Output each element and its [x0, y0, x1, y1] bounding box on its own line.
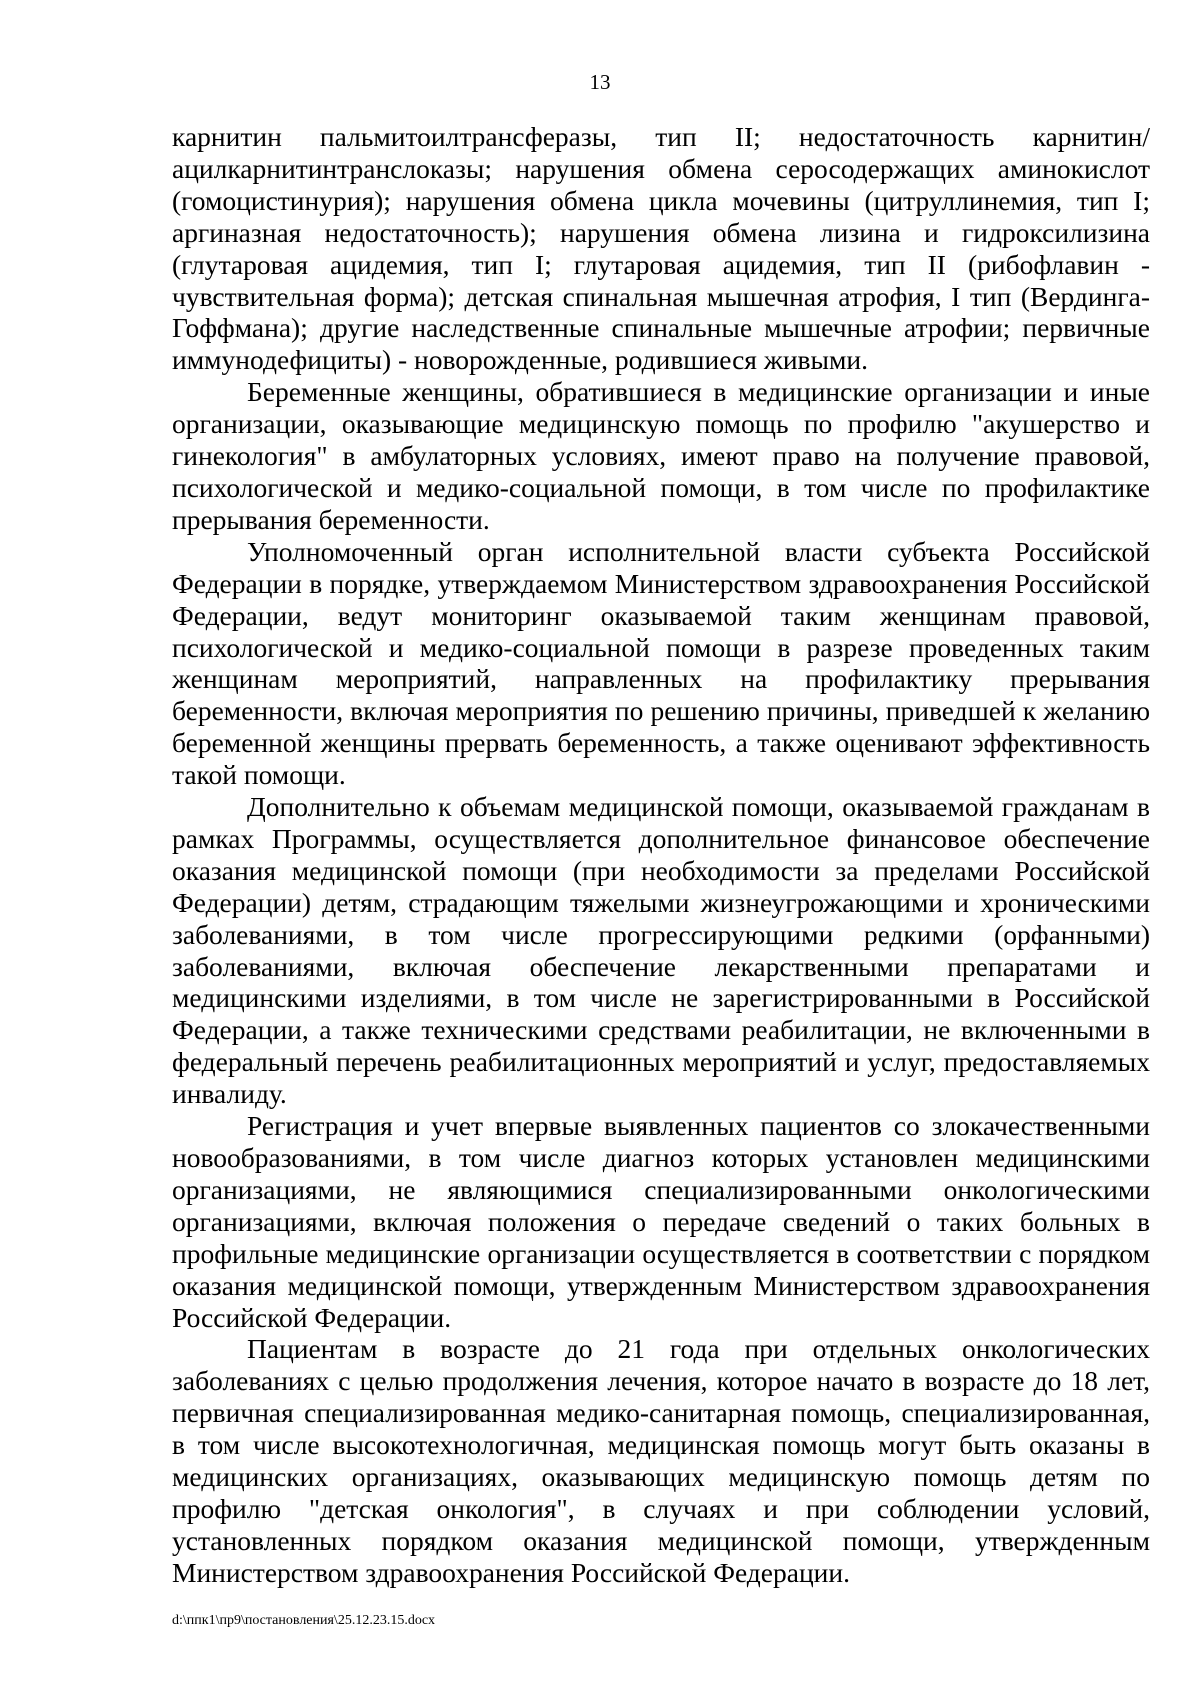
document-body: [172, 121, 1150, 1589]
footer-file-path: d:\ппк1\пр9\постановления\25.12.23.15.docx: [172, 1613, 436, 1628]
paragraph-3: Уполномоченный орган исполнительной власти субъекта Российской Федерации в порядке, утверждаемом Министерством здравоохранения Российской Федерации, ведут мониторинг оказываемой таким женщинам правовой, психологической и медико-социальной помощи в разрезе проведенных таким женщинам мероприятий, направленных на профилактику прерывания беременности, включая мероприятия по решению причины, приведшей к желанию беременной женщины прервать беременность, а также оценивают эффективность такой помощи.: [172, 535, 1150, 791]
paragraph-2: Беременные женщины, обратившиеся в медицинские организации и иные организации, оказывающие медицинскую помощь по профилю "акушерство и гинекология" в амбулаторных условиях, имеют право на получение правовой, психологической и медико-социальной помощи, в том числе по профилактике прерывания беременности.: [172, 376, 1150, 535]
paragraph-6: Пациентам в возрасте до 21 года при отдельных онкологических заболеваниях с целью продолжения лечения, которое начато в возрасте до 18 лет, первичная специализированная медико-санитарная помощь, специализированная, в том числе высокотехнологичная, медицинская помощь могут быть оказаны в медицинских организациях, оказывающих медицинскую помощь детям по профилю "детская онкология", в случаях и при соблюдении условий, установленных порядком оказания медицинской помощи, утвержденным Министерством здравоохранения Российской Федерации.: [172, 1333, 1150, 1588]
paragraph-1: карнитин пальмитоилтрансферазы, тип II; недостаточность карнитин/ ацилкарнитинтранслоказы; нарушения обмена серосодержащих аминокислот (гомоцистинурия); нарушения обмена цикла мочевины (цитруллинемия, тип I; аргиназная недостаточность); нарушения обмена лизина и гидроксилизина (глутаровая ацидемия, тип I; глутаровая ацидемия, тип II (рибофлавин - чувствительная форма); детская спинальная мышечная атрофия, I тип (Вердинга-Гоффмана); другие наследственные спинальные мышечные атрофии; первичные иммунодефициты) - новорожденные, родившиеся живыми.: [172, 121, 1150, 376]
paragraph-4: Дополнительно к объемам медицинской помощи, оказываемой гражданам в рамках Программы, осуществляется дополнительное финансовое обеспечение оказания медицинской помощи (при необходимости за пределами Российской Федерации) детям, страдающим тяжелыми жизнеугрожающими и хроническими заболеваниями, в том числе прогрессирующими редкими (орфанными) заболеваниями, включая обеспечение лекарственными препаратами и медицинскими изделиями, в том числе не зарегистрированными в Российской Федерации, а также техническими средствами реабилитации, не включенными в федеральный перечень реабилитационных мероприятий и услуг, предоставляемых инвалиду.: [172, 791, 1150, 1110]
page-number: 13: [589, 70, 611, 94]
paragraph-5: Регистрация и учет впервые выявленных пациентов со злокачественными новообразованиями, в том числе диагноз которых установлен медицинскими организациями, не являющимися специализированными онкологическими организациями, включая положения о передаче сведений о таких больных в профильные медицинские организации осуществляется в соответствии с порядком оказания медицинской помощи, утвержденным Министерством здравоохранения Российской Федерации.: [172, 1110, 1150, 1333]
